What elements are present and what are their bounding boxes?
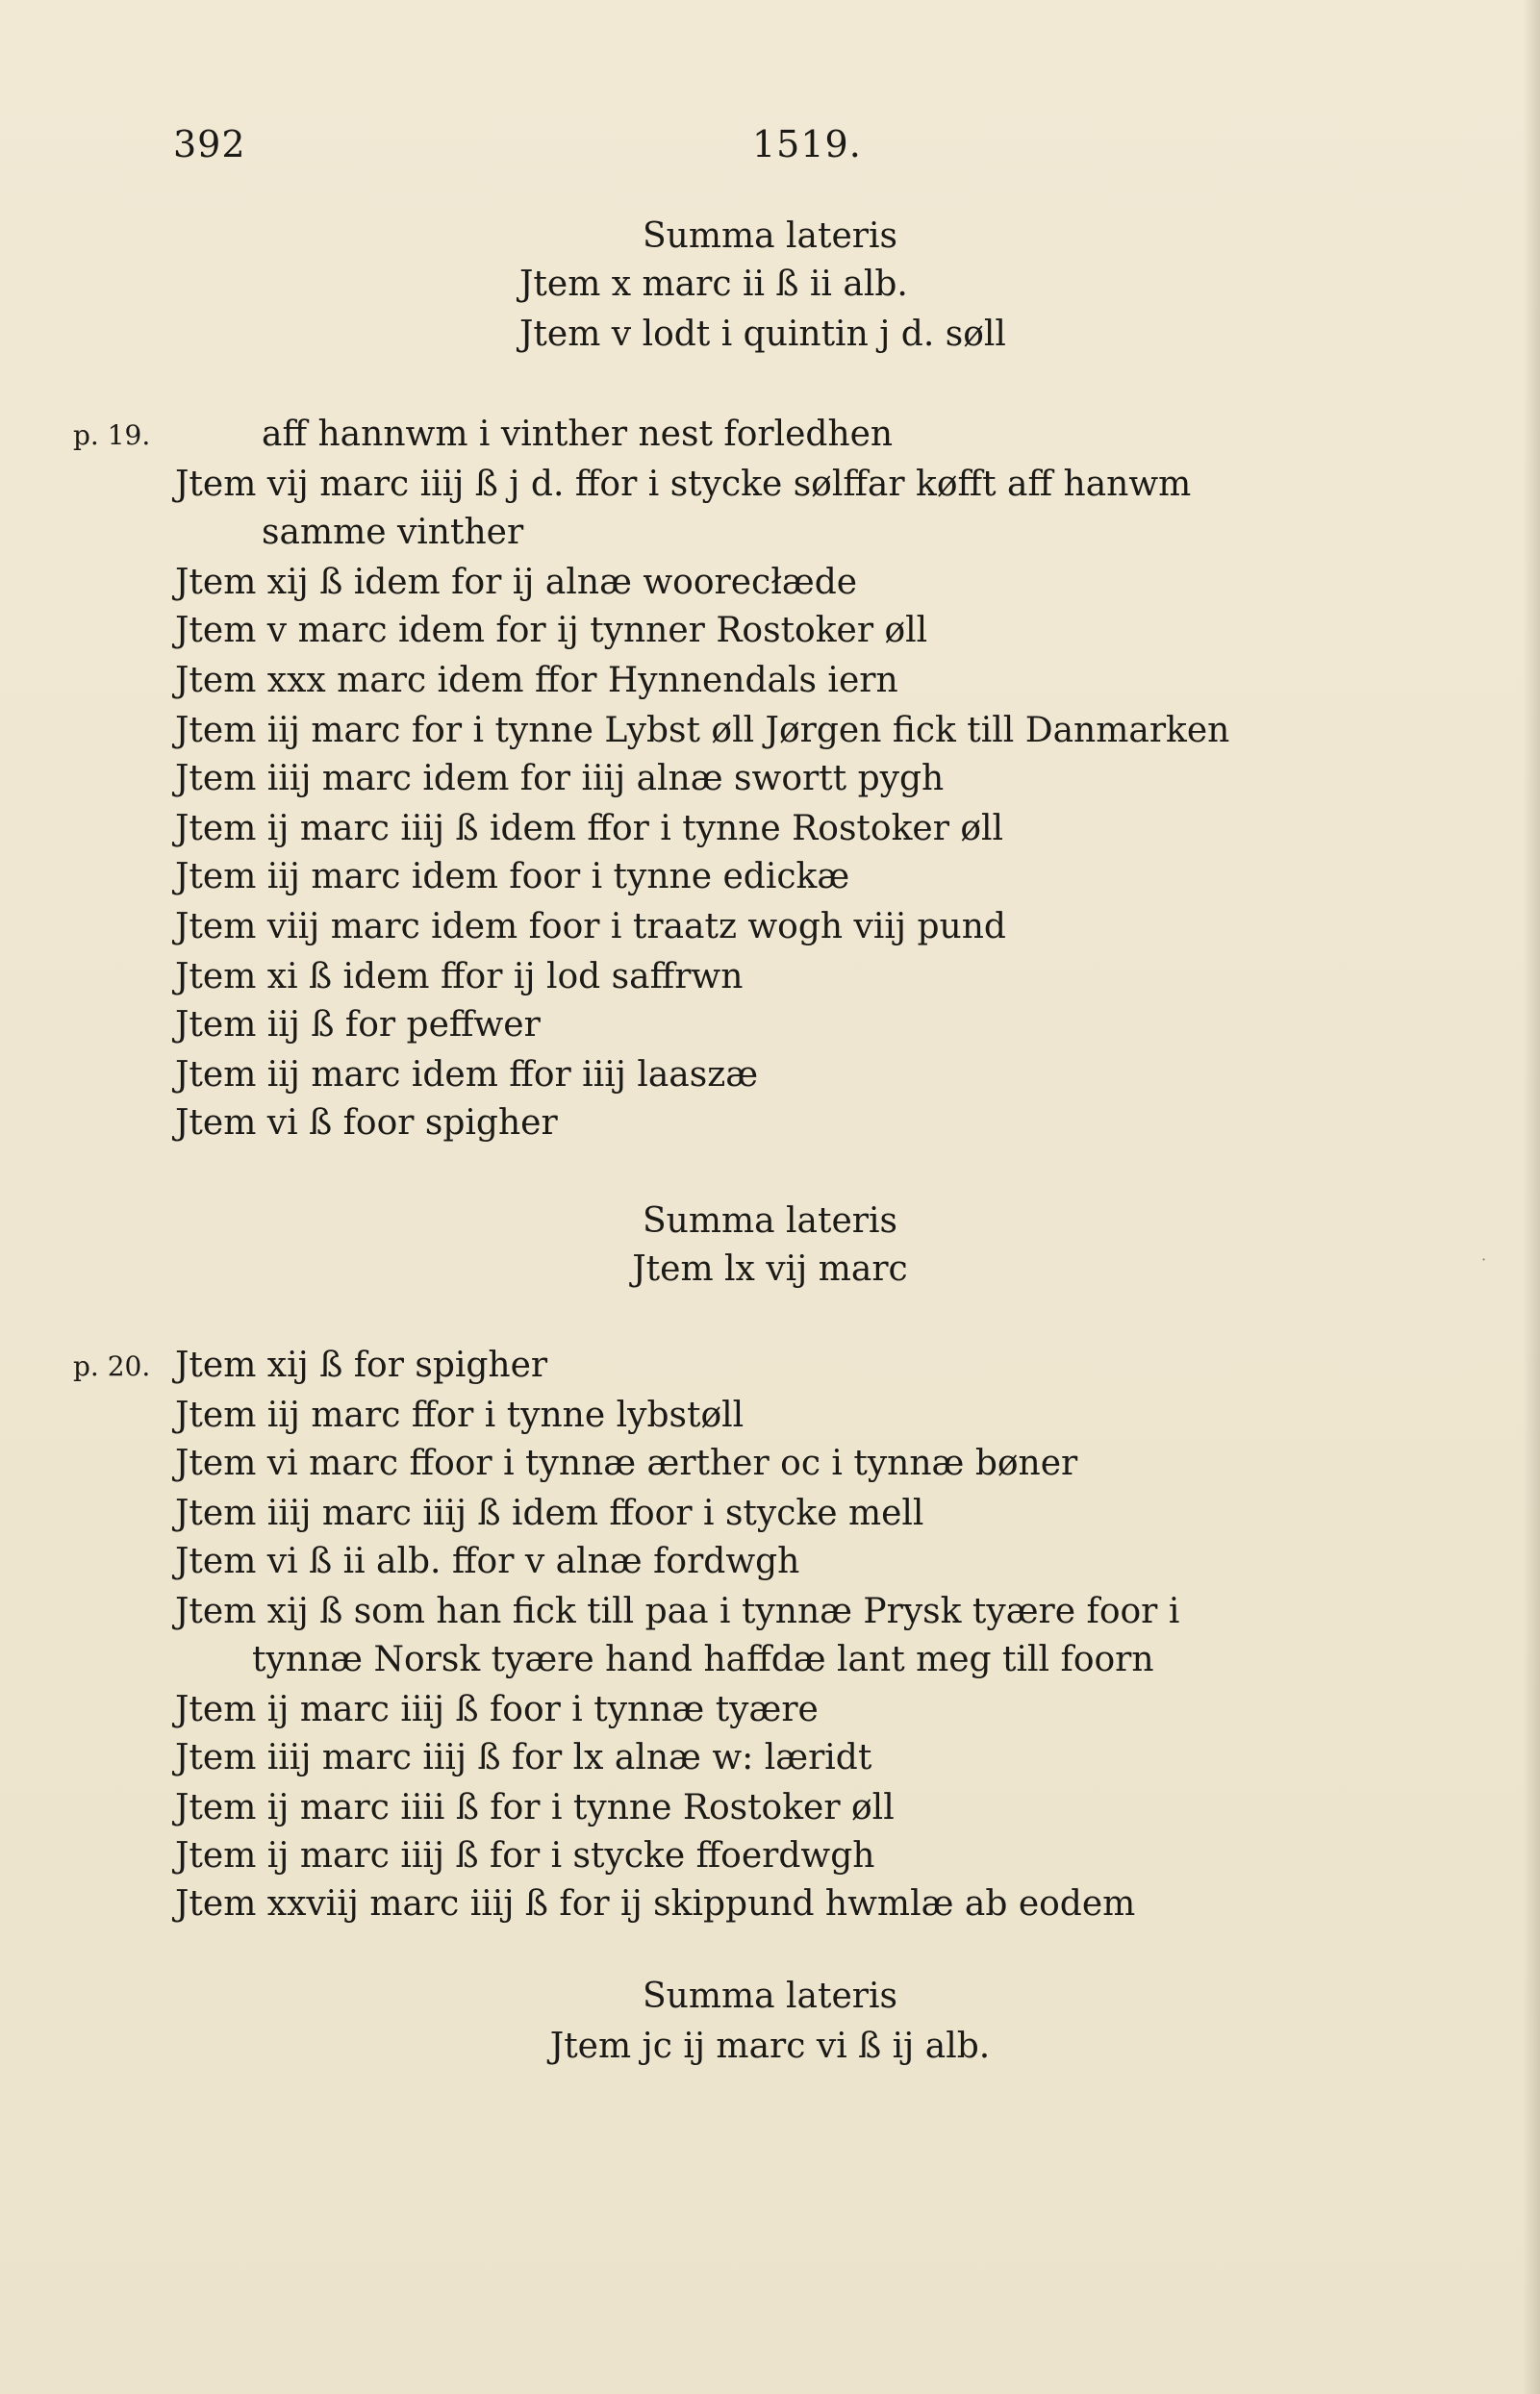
summa-total-2: Jtem lx vij marc bbox=[632, 1249, 908, 1289]
stray-mark: · bbox=[1481, 1250, 1487, 1269]
text-line: Jtem iij marc ffor i tynne lybstøll bbox=[175, 1396, 745, 1435]
text-line: Jtem ij marc iiij ß for i stycke ffoerdwgh bbox=[175, 1836, 875, 1876]
text-line: Jtem v lodt i quintin j d. søll bbox=[519, 315, 1006, 354]
text-line: Jtem iiij marc iiij ß idem ffoor i stycke mell bbox=[175, 1494, 924, 1533]
text-line: Jtem ij marc iiij ß foor i tynnæ tyære bbox=[175, 1690, 819, 1729]
text-line: Jtem iiij marc idem for iiij alnæ swortt pygh bbox=[175, 759, 945, 798]
text-line: Jtem iij ß for peffwer bbox=[175, 1005, 541, 1045]
section-heading: aff hannwm i vinther nest forledhen bbox=[262, 415, 894, 454]
text-line: Jtem ij marc iiii ß for i tynne Rostoker øll bbox=[175, 1788, 895, 1827]
text-line: samme vinther bbox=[262, 513, 524, 552]
text-line: tynnæ Norsk tyære hand haffdæ lant meg till foorn bbox=[252, 1640, 1154, 1679]
text-line: Jtem xxviij marc iiij ß for ij skippund hwmlæ ab eodem bbox=[175, 1884, 1136, 1924]
text-line: Jtem ij marc iiij ß idem ffor i tynne Rostoker øll bbox=[175, 809, 1004, 848]
text-line: Jtem xij ß idem for ij alnæ woorecłæde bbox=[175, 563, 858, 602]
text-line: Jtem iij marc idem foor i tynne edickæ bbox=[175, 857, 850, 896]
text-line: Jtem vi ß ii alb. ffor v alnæ fordwgh bbox=[175, 1542, 800, 1581]
text-line: Jtem vi ß foor spigher bbox=[175, 1103, 558, 1143]
text-line: Jtem xi ß idem ffor ij lod saffrwn bbox=[175, 957, 744, 996]
summa-lateris-heading-1: Summa lateris bbox=[643, 216, 897, 256]
summa-lateris-heading-2: Summa lateris bbox=[643, 1201, 897, 1241]
text-line: Jtem xij ß for spigher bbox=[175, 1346, 548, 1385]
text-line: Jtem vi marc ffoor i tynnæ ærther oc i tynnæ bøner bbox=[175, 1444, 1078, 1483]
text-line: Jtem iij marc for i tynne Lybst øll Jørgen fick till Danmarken bbox=[175, 711, 1230, 750]
text-line: Jtem vij marc iiij ß j d. ffor i stycke sølffar køfft aff hanwm bbox=[175, 465, 1192, 504]
text-line: Jtem iiij marc iiij ß for lx alnæ w: læridt bbox=[175, 1738, 872, 1777]
page-year-header: 1519. bbox=[752, 123, 862, 165]
text-line: Jtem iij marc idem ffor iiij laaszæ bbox=[175, 1055, 759, 1095]
text-line: Jtem v marc idem for ij tynner Rostoker øll bbox=[175, 611, 928, 650]
summa-lateris-heading-3: Summa lateris bbox=[643, 1977, 897, 2016]
summa-total-3: Jtem jc ij marc vi ß ij alb. bbox=[549, 2027, 991, 2066]
text-line: Jtem xxx marc idem ffor Hynnendals iern bbox=[175, 661, 898, 700]
text-line: Jtem viij marc idem foor i traatz wogh viij pund bbox=[175, 907, 1006, 946]
margin-note-p20: p. 20. bbox=[73, 1350, 151, 1382]
page-number: 392 bbox=[173, 123, 246, 165]
text-line: Jtem xij ß som han fick till paa i tynnæ Prysk tyære foor i bbox=[175, 1592, 1180, 1631]
margin-note-p19: p. 19. bbox=[73, 419, 151, 451]
text-line: Jtem x marc ii ß ii alb. bbox=[519, 265, 908, 304]
